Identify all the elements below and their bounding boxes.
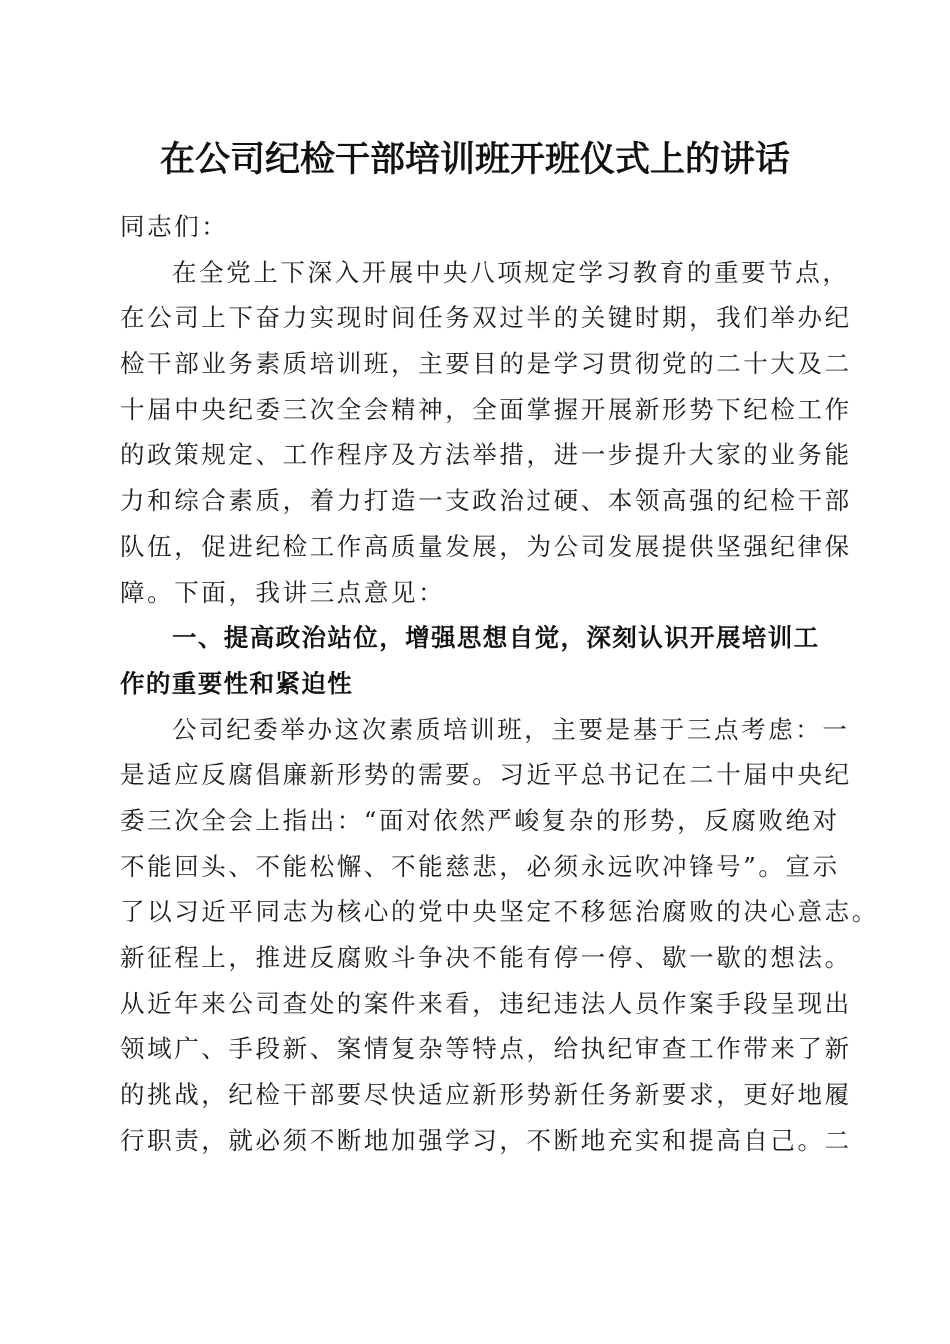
paragraph-line: 委三次全会上指出：“面对依然严峻复杂的形势，反腐败绝对 (120, 805, 840, 835)
paragraph-line: 了以习近平同志为核心的党中央坚定不移惩治腐败的决心意志。 (120, 897, 879, 927)
paragraph-line: 行职责，就必须不断地加强学习，不断地充实和提高自己。二 (120, 1125, 852, 1155)
paragraph-line: 在全党上下深入开展中央八项规定学习教育的重要节点， (172, 257, 850, 287)
paragraph-line: 是适应反腐倡廉新形势的需要。习近平总书记在二十届中央纪 (120, 760, 852, 790)
paragraph-line: 队伍，促进纪检工作高质量发展，为公司发展提供坚强纪律保 (120, 531, 852, 561)
paragraph-line: 的挑战，纪检干部要尽快适应新形势新任务新要求，更好地履 (120, 1080, 852, 1110)
paragraph-line: 公司纪委举办这次素质培训班，主要是基于三点考虑：一 (172, 714, 850, 744)
document-title: 在公司纪检干部培训班开班仪式上的讲话 (159, 139, 790, 180)
paragraph-line: 不能回头、不能松懈、不能慈悲，必须永远吹冲锋号”。宣示 (120, 851, 840, 881)
section-heading-1 (120, 615, 840, 706)
paragraph-line: 领域广、手段新、案情复杂等特点，给执纪审查工作带来了新 (120, 1034, 852, 1064)
paragraph-section-1 (120, 707, 879, 1164)
paragraph-line: 从近年来公司查处的案件来看，违纪违法人员作案手段呈现出 (120, 988, 852, 1018)
paragraph-line: 力和综合素质，着力打造一支政治过硬、本领高强的纪检干部 (120, 486, 852, 516)
paragraph-line: 的政策规定、工作程序及方法举措，进一步提升大家的业务能 (120, 440, 852, 470)
paragraph-line: 障。下面，我讲三点意见： (120, 577, 446, 607)
paragraph-line: 在公司上下奋力实现时间任务双过半的关键时期，我们举办纪 (120, 303, 852, 333)
paragraph-line: 新征程上，推进反腐败斗争决不能有停一停、歇一歇的想法。 (120, 943, 852, 972)
salutation: 同志们： (120, 212, 229, 241)
document-body (120, 204, 879, 1163)
paragraph-line: 十届中央纪委三次全会精神，全面掌握开展新形势下纪检工作 (120, 394, 852, 424)
heading-line: 一、提高政治站位，增强思想自觉，深刻认识开展培训工 (172, 623, 820, 653)
heading-line: 作的重要性和紧迫性 (120, 668, 354, 698)
paragraph-line: 检干部业务素质培训班，主要目的是学习贯彻党的二十大及二 (120, 349, 852, 379)
paragraph-intro (120, 250, 852, 616)
